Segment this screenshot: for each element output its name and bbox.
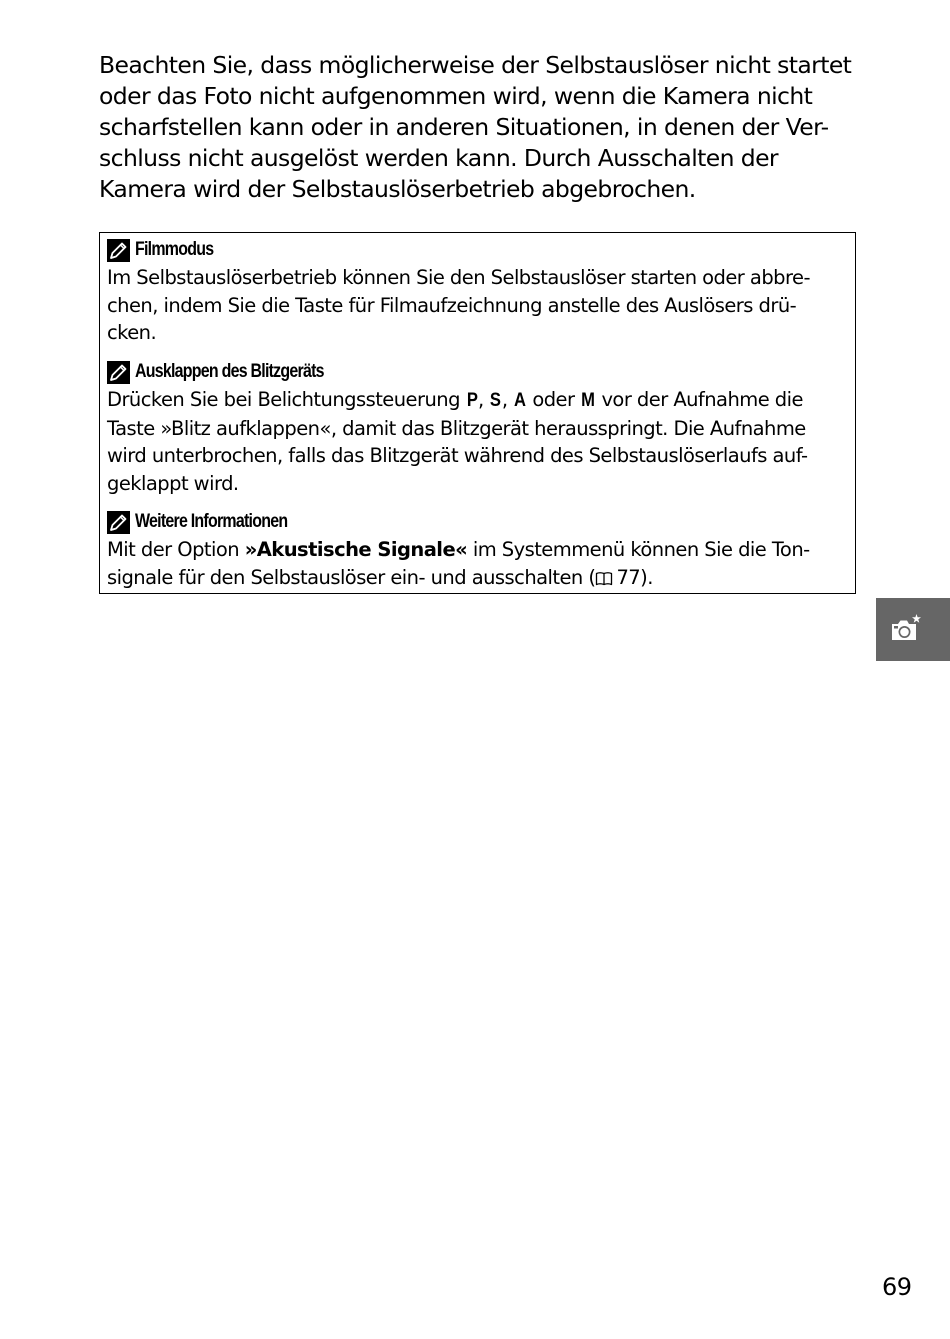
note-line (107, 386, 852, 415)
text-run: Mit der Option (107, 538, 245, 561)
pencil-note-icon (107, 511, 130, 534)
note-body (107, 264, 852, 347)
book-reference-icon (595, 566, 613, 594)
note-line: geklappt wird. (107, 471, 239, 495)
note-title: Filmmodus (135, 239, 214, 260)
note-line (107, 564, 852, 594)
mode-letter-m: M (581, 389, 595, 411)
text-run: Drücken Sie bei Belichtungssteuerung (107, 388, 466, 411)
text-run: , (501, 388, 514, 411)
notes-box (99, 232, 856, 594)
text-run: ). (640, 565, 653, 589)
chapter-side-tab (876, 598, 950, 661)
pencil-note-icon (107, 361, 130, 384)
text-run: signale für den Selbstauslöser ein- und ausschalten ( (107, 565, 596, 589)
text-run: vor der Aufnahme die (595, 388, 803, 411)
note-line: Taste »Blitz aufklappen«, damit das Blitzgerät herausspringt. Die Aufnahme (107, 416, 806, 440)
note-title: Weitere Informationen (135, 511, 288, 532)
text-run: im Systemmenü können Sie die Ton- (467, 538, 810, 561)
page-reference[interactable]: 77 (616, 565, 641, 589)
note-line: chen, indem Sie die Taste für Filmaufzeichnung anstelle des Auslösers drü- (107, 293, 797, 317)
intro-line: Beachten Sie, dass möglicherweise der Selbstauslöser nicht startet (99, 51, 852, 79)
text-run: oder (526, 388, 581, 411)
intro-paragraph (99, 50, 859, 205)
mode-letter-p: P (466, 389, 478, 411)
note-heading (107, 510, 852, 534)
intro-line: scharfstellen kann oder in anderen Situationen, in denen der Ver- (99, 113, 829, 141)
note-body (107, 536, 852, 593)
note-heading (107, 360, 852, 384)
note-blitzgeraet (107, 360, 852, 497)
note-line (107, 536, 852, 564)
mode-letter-s: S (490, 389, 501, 411)
note-line: Im Selbstauslöserbetrieb können Sie den Selbstauslöser starten oder abbre- (107, 266, 810, 289)
note-line: wird unterbrochen, falls das Blitzgerät während des Selbstauslöserlaufs auf- (107, 444, 808, 467)
note-weitere-informationen (107, 510, 852, 593)
text-run: , (478, 388, 490, 411)
note-heading (107, 238, 852, 262)
intro-line: oder das Foto nicht aufgenommen wird, wenn die Kamera nicht (99, 82, 813, 110)
mode-letter-a: A (514, 389, 526, 411)
intro-line: schluss nicht ausgelöst werden kann. Durch Ausschalten der (99, 144, 778, 172)
intro-line: Kamera wird der Selbstauslöserbetrieb abgebrochen. (99, 175, 696, 203)
note-filmmodus (107, 238, 852, 347)
note-line: cken. (107, 321, 157, 344)
note-body (107, 386, 852, 497)
pencil-note-icon (107, 239, 130, 262)
note-title: Ausklappen des Blitzgeräts (135, 361, 324, 382)
menu-item-name: »Akustische Signale« (244, 538, 468, 561)
page-number: 69 (882, 1273, 912, 1301)
